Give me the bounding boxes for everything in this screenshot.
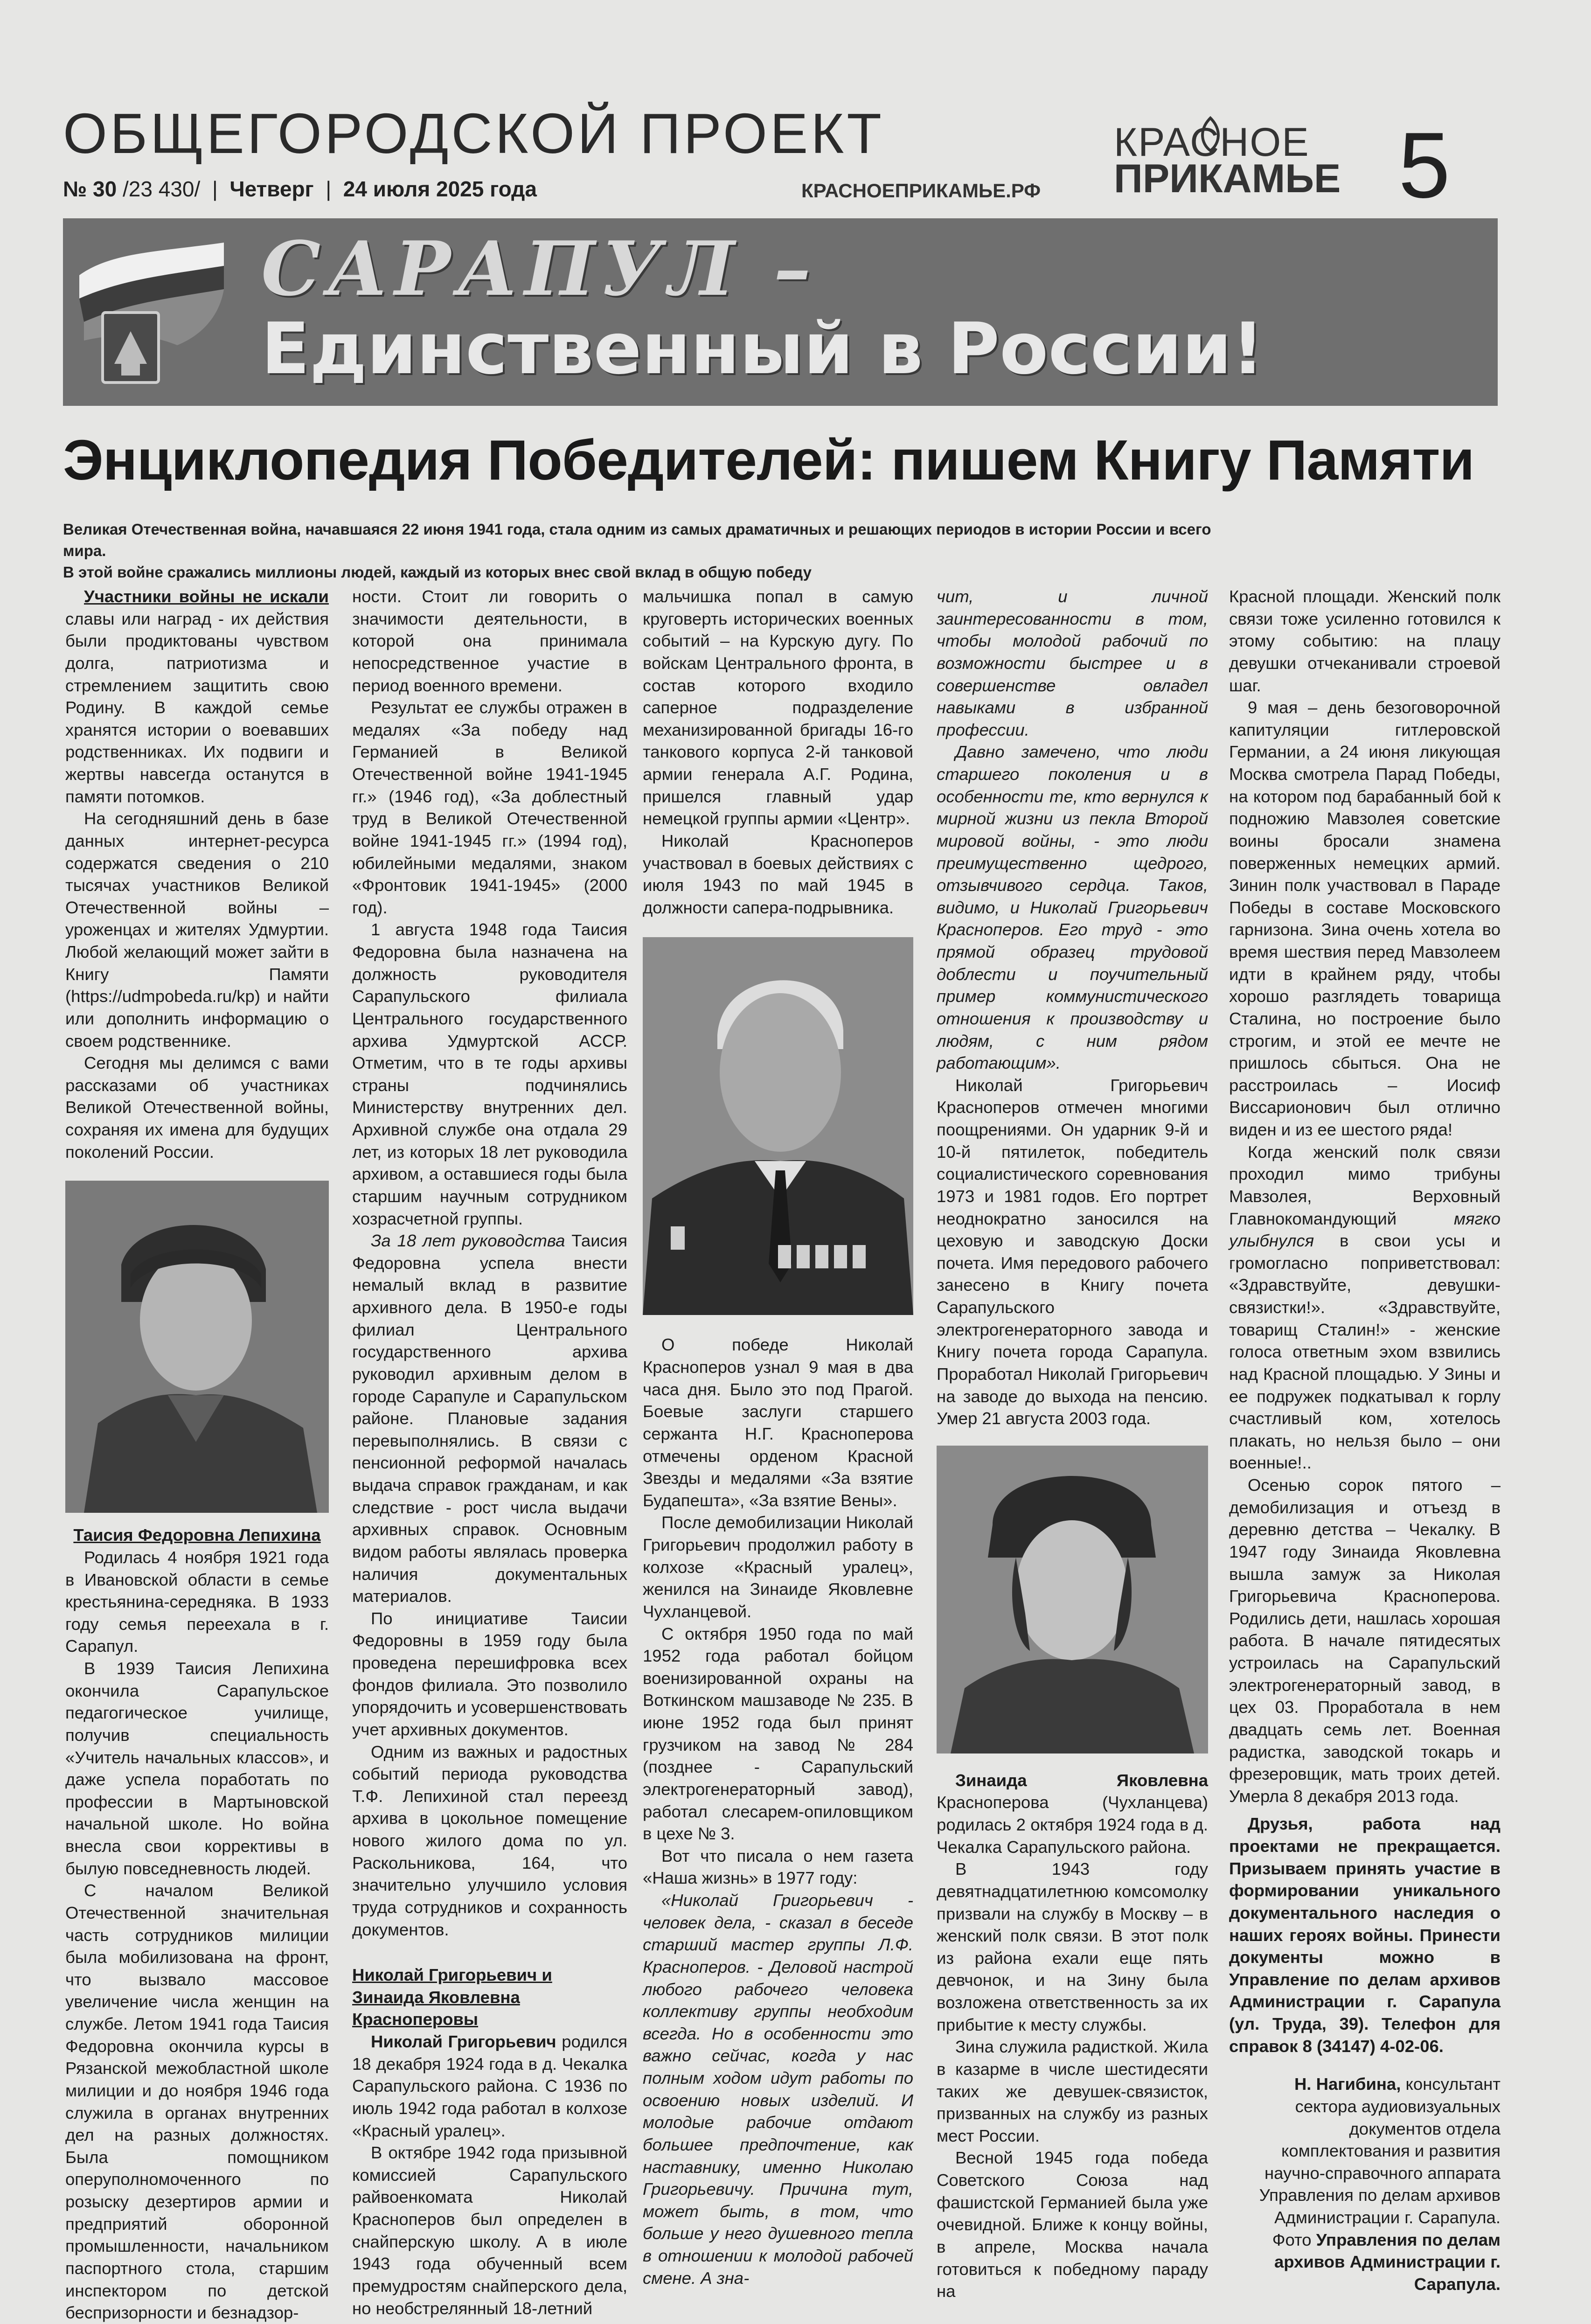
leaf-icon — [1194, 116, 1227, 153]
paragraph: Родилась 4 ноября 1921 года в Ивановской области в семье крестьянина-середняка. В 1933 году семья переехала в г. Сарапул. — [65, 1547, 329, 1656]
paragraph: О победе Николай Красноперов узнал 9 мая в два часа дня. Было это под Прагой. Боевые заслуги старшего сержанта Н.Г. Красноперова отмечены орденом Красной Звезды и медалями «За взятие Будапешта», «За взятие Вены». — [643, 1335, 913, 1510]
paragraph: Результат ее службы отражен в медалях «За победу над Германией в Великой Отечественной войне 1941-1945 гг.» (1946 год), «За доблестный труд в Великой Отечественной войне 1941-1945 гг.» (1994 год), юбилейными медалями, знаком «Фронтовик 1941-1945» (2000 год). — [352, 698, 627, 917]
paragraph: славы или наград - их действия были продиктованы чувством долга, патриотизма и стремлением защитить свою Родину. В каждой семье хранятся истории о воевавших родственниках. Их подвиги и жертвы навсегда останутся в памяти потомков. — [65, 609, 329, 806]
name-lead: Зинаида Яковлевна — [955, 1770, 1208, 1790]
portrait-lepikhina — [65, 1181, 329, 1513]
paragraph: В 1943 году девятнадцатилетнюю комсомолку призвали на службу в Москву – в женский полк связи. В этот полк из района ехали еще пять девчонок, и на Зину была возложена ответственность за их прибытие к месту службы. — [937, 1859, 1208, 2034]
issue-date: 24 июля 2025 года — [343, 177, 537, 201]
quote: Давно замечено, что люди старшего поколения и в особенности те, кто вернулся к мирной жизни из пекла Второй мировой войны, - это люди преимущественно щедрого, отзывчивого сердца. Таков, видимо, и Николай Григорьевич Красноперов. Его труд - это прямой образец трудовой доблести и поучительный пример коммунистического отношения к производству и людям, с ним рядом работающим». — [937, 742, 1208, 1073]
paragraph: Таисия Федоровна успела внести немалый вклад в развитие архивного дела. В 1950-е годы филиал Центрального государственного архива руководил архивным делом в городе Сарапуле и Сарапульском районе. Плановые задания перевыполнялись. В связи с пенсионной реформой началась выдача справок гражданам, и как следствие - рост числа выдачи архивных справок. Основным видом работы являлась проверка наличия документальных материалов. — [352, 1231, 628, 1606]
paragraph: Николай Красноперов участвовал в боевых действиях с июля 1943 по май 1945 в должности сапера-подрывника. — [643, 831, 913, 917]
paragraph: С началом Великой Отечественной значительная часть сотрудников милиции была мобилизована на фронт, что вызвало массовое увеличение числа женщин на службе. Летом 1941 года Таисия Федоровна окончила курсы в Рязанской межобластной школе милиции и до ноября 1946 года служила в органах внутренних дел на разных должностях. Была помощником оперуполномоченного по розыску дезертиров армии и предприятий оборонной промышленности, начальником паспортного стола, старшим инспектором по детской беспризорности и безнадзор- — [65, 1881, 329, 2323]
paragraph: Одним из важных и радостных событий периода руководства Т.Ф. Лепихиной стал переезд архива в цокольное помещение нового жилого дома по ул. Раскольникова, 164, что значительно улучшило условия труда сотрудников и сохранность документов. — [352, 1742, 627, 1939]
column-4 — [937, 585, 1208, 2303]
issue-total: /23 430/ — [123, 177, 201, 201]
page-number: 5 — [1398, 113, 1451, 217]
separator: | — [326, 177, 332, 201]
paragraph: Вот что писала о нем газета «Наша жизнь» в 1977 году: — [643, 1846, 913, 1888]
city-emblem-icon — [70, 224, 243, 401]
banner-city: САРАПУЛ – — [261, 225, 818, 313]
paragraph: С октября 1950 года по май 1952 года работал бойцом военизированной охраны на Воткинском машзаводе № 235. В июне 1952 года был принят грузчиком на завод № 284 (позднее - Сарапульский электрогенераторный завод), работал слесарем-опиловщиком в цехе № 3. — [643, 1624, 913, 1844]
headline: Энциклопедия Победителей: пишем Книгу Памяти — [63, 428, 1474, 492]
weekday: Четверг — [229, 177, 314, 201]
lead-line: В этой войне сражались миллионы людей, каждый из которых внес свой вклад в общую победу — [63, 564, 812, 581]
author-name: Н. Нагибина, — [1294, 2074, 1401, 2094]
intro-lead: Участники войны не искали — [84, 587, 329, 606]
paragraph: Красноперова (Чухланцева) родилась 2 октября 1924 года в д. Чекалка Сарапульского района. — [937, 1793, 1208, 1857]
paragraph: Красной площади. Женский полк связи тоже усиленно готовился к этому событию: на плацу девушки отчеканивали строевой шаг. — [1229, 587, 1501, 695]
quote: чит, и личной заинтересованности в том, чтобы молодой рабочий по возможности быстрее и в совершенстве овладел навыками в избранной профессии. — [937, 587, 1208, 739]
paragraph: Николай Григорьевич Красноперов отмечен многими поощрениями. Он ударник 9-й и 10-й пятилеток, победитель социалистического соревнования 1973 и 1981 годов. Его портрет неоднократно заносился на цеховую и заводскую Доски почета. Имя передового рабочего занесено в Книгу почета Сарапульского электрогенераторного завода и Книгу почета города Сарапула. Проработал Николай Григорьевич на заводе до выхода на пенсию. Умер 21 августа 2003 года. — [937, 1075, 1208, 1428]
quote: «Николай Григорьевич - человек дела, - сказал в беседе старший мастер группы Л.Ф. Красноперов. - Деловой настрой любого рабочего человека коллективу группы необходим всегда. Но в особенности это важно сейчас, когда у нас полным ходом идут работы по освоению новых изделий. И молодые рабочие отдают большее предпочтение, как наставнику, именно Николаю Григорьевичу. Причина тут, может быть, в том, что больше у него душевного тепла в отношении к молодой рабочей смене. А зна- — [643, 1891, 913, 2288]
column-1 — [65, 585, 329, 2324]
call-to-action: Друзья, работа над проектами не прекращается. Призываем принять участие в формировании уникального документального наследия о наших героях войны. Принести документы можно в Управление по делам архивов Администрации г. Сарапула (ул. Труда, 39). Телефон для справок 8 (34147) 4-02-06. — [1229, 1814, 1501, 2056]
author-title: консультант сектора аудиовизуальных документов отдела комплектования и развития научно-справочного аппарата Управления по делам архивов Администрации г. Сарапула. — [1259, 2074, 1501, 2227]
logo-line1: КРАСНОЕ — [1114, 120, 1310, 165]
paragraph: Сегодня мы делимся с вами рассказами об участниках Великой Отечественной войны, сохраняя их имена для будущих поколений России. — [65, 1053, 329, 1162]
paragraph: В 1939 Таисия Лепихина окончила Сарапульское педагогическое училище, получив специальность «Учитель начальных классов», и даже успела поработать по профессии в Мартыновской начальной школе. Но война внесла свои коррективы в былую повседневность людей. — [65, 1659, 329, 1878]
paragraph: мальчишка попал в самую круговерть исторических военных событий – на Курскую дугу. По войскам Центрального фронта, в состав которого входило саперное подразделение механизированной бригады 16-го танкового корпуса 2-й танковой армии генерала А.Г. Родина, пришелся главный удар немецкой группы армии «Центр». — [643, 587, 913, 828]
separator: | — [212, 177, 218, 201]
issue-info — [63, 176, 537, 202]
column-5 — [1229, 585, 1501, 2296]
site-url: КРАСНОЕПРИКАМЬЕ.РФ — [801, 180, 1041, 202]
issue-number: № 30 — [63, 177, 117, 201]
italic-lead: За 18 лет руководства — [371, 1231, 565, 1251]
paragraph: Осенью сорок пятого – демобилизация и отъезд в деревню детства – Чекалку. В 1947 году Зинаида Яковлевна вышла замуж за Николая Григорьевича Красноперова. Родились дети, нашлась хорошая работа. В начале пятидесятых устроилась на Сарапульский электрогенераторный завод, в цех 03. Проработала в нем двадцать семь лет. Военная радистка, заводской токарь и фрезеровщик, мать троих детей. Умерла 8 декабря 2013 года. — [1229, 1475, 1501, 1806]
logo-line2: ПРИКАМЬЕ — [1114, 156, 1341, 201]
section-title: ОБЩЕГОРОДСКОЙ ПРОЕКТ — [63, 102, 884, 165]
photo-credit-label: Фото — [1272, 2230, 1312, 2249]
photo-credit: Управления по делам архивов Администрации г. Сарапула. — [1274, 2230, 1501, 2294]
paragraph: На сегодняшний день в базе данных интернет-ресурса содержатся сведения о 210 тысячах участников Великой Отечественной войны – уроженцах и жителях Удмуртии. Любой желающий может зайти в Книгу Памяти (https://udmpobeda.ru/kp) и найти или дополнить информацию о своем родственнике. — [65, 809, 329, 1051]
paragraph: После демобилизации Николай Григорьевич продолжил работу в колхозе «Красный уралец», женился на Зинаиде Яковлевне Чухланцевой. — [643, 1513, 913, 1621]
paragraph: По инициативе Таисии Федоровны в 1959 году была проведена перешифровка всех фондов филиала. Это позволило упорядочить и усовершенствовать учет архивных документов. — [352, 1608, 627, 1739]
paragraph: Зина служила радисткой. Жила в казарме в числе шестидесяти таких же девушек-связисток, призванных на службу из разных мест России. — [937, 2037, 1208, 2145]
paragraph: Когда женский полк связи проходил мимо трибуны Мавзолея, Верховный Главнокомандующий — [1229, 1142, 1501, 1228]
photo-caption: Таисия Федоровна Лепихина — [73, 1525, 321, 1545]
column-3 — [643, 585, 913, 2289]
name-lead: Николай Григорьевич — [371, 2032, 556, 2051]
paragraph: ности. Стоит ли говорить о значимости деятельности, в которой она принимала непосредственное участие в период военного времени. — [352, 587, 627, 695]
paragraph: в свои усы и громогласно поприветствовал: «Здравствуйте, девушки-связистки!». «Здравствуйте, товарищ Сталин!» - женские голоса ответным эхом взвились над Красной площадью. У Зины и ее подружек подкатывал к горлу счастливый ком, хотелось плакать, но нельзя было – они военные!.. — [1229, 1231, 1501, 1473]
subheading: Николай Григорьевич и Зинаида Яковлевна Красноперовы — [352, 1965, 552, 2029]
portrait-krasnoperova — [937, 1446, 1208, 1753]
paragraph: Весной 1945 года победа Советского Союза над фашистской Германией была уже очевидной. Ближе к концу войны, в апреле, Москва начала готовиться к победному параду на — [937, 2148, 1208, 2301]
lead — [63, 519, 1229, 584]
paragraph: 1 августа 1948 года Таисия Федоровна была назначена на должность руководителя Сарапульского филиала Центрального государственного архива Удмуртской АССР. Отметим, что в те годы архивы страны подчинялись Министерству внутренних дел. Архивной службе она отдала 29 лет, из которых 18 лет руководила архивом, а оставшиеся годы была старшим научным сотрудником хозрасчетной группы. — [352, 920, 627, 1228]
italic-phrase: мягко улыбнулся — [1229, 1209, 1501, 1251]
paragraph: В октябре 1942 года призывной комиссией Сарапульского райвоенкомата Николай Красноперов был определен в снайперскую школу. А в июле 1943 года обученный всем премудростям снайперского дела, но необстрелянный 18-летний — [352, 2143, 627, 2318]
paragraph: 9 мая – день безоговорочной капитуляции гитлеровской Германии, а 24 июня ликующая Москва смотрела Парад Победы, на котором под барабанный бой к подножию Мавзолея советские воины бросали знамена поверженных немецких армий. Зинин полк участвовал в Параде Победы в составе Московского гарнизона. Зина очень хотела во время шествия перед Мавзолеем идти в крайнем ряду, чтобы хорошо разглядеть товарища Сталина, но построение было строгим, и этой ее мечте не пришлось сбыться. Она не расстроилась – Иосиф Виссарионович был отлично виден и из ее шестого ряда! — [1229, 698, 1501, 1139]
banner-slogan: Единственный в России! — [261, 307, 1264, 390]
column-2 — [352, 585, 627, 2319]
paragraph: родился 18 декабря 1924 года в д. Чекалка Сарапульского района. С 1936 по июль 1942 года работал в колхозе «Красный уралец». — [352, 2032, 627, 2140]
portrait-krasnoperov — [643, 937, 913, 1315]
lead-line: Великая Отечественная война, начавшаяся 22 июня 1941 года, стала одним из самых драматичных и решающих периодов в истории России и всего мира. — [63, 521, 1211, 560]
